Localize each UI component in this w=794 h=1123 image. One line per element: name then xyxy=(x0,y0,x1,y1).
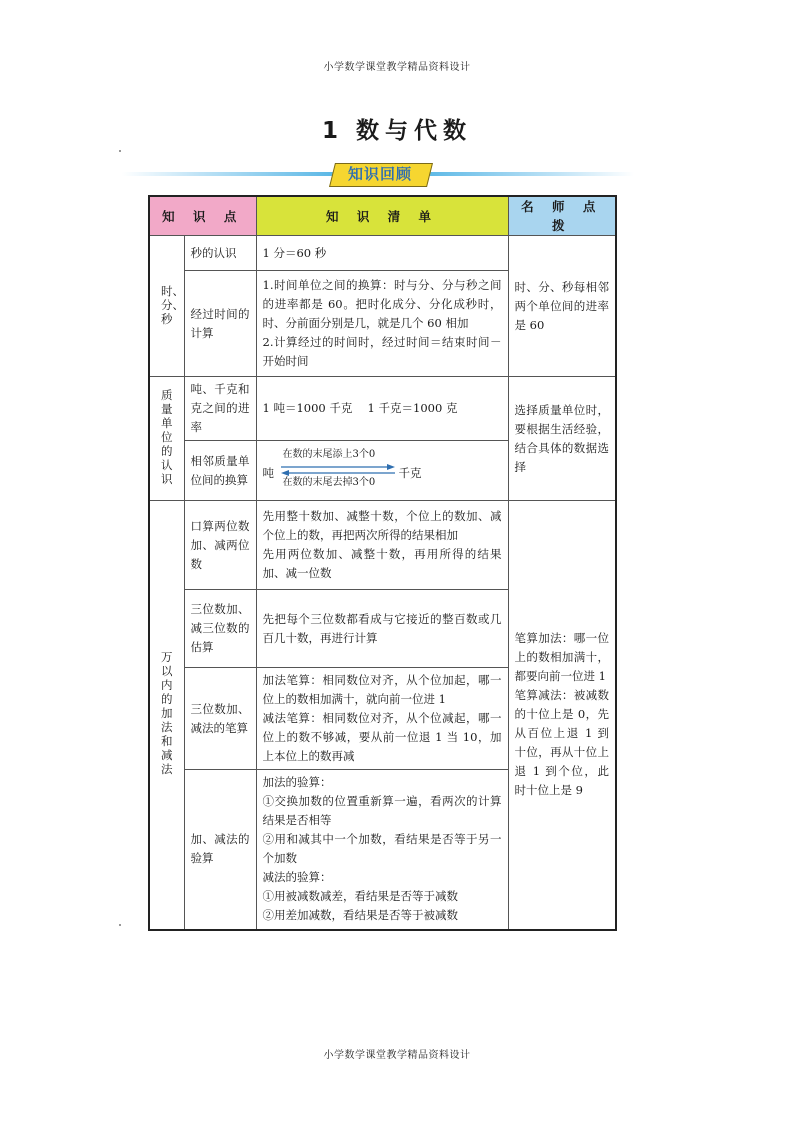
content-cell: 先用整十数加、减整十数，个位上的数加、减个位上的数，再把两次所得的结果相加 先用两位数加、减整十数，再用所得的结果加、减一位数 xyxy=(256,501,508,590)
double-arrow-icon xyxy=(279,463,397,477)
table-row xyxy=(149,377,616,441)
chapter-title: 数与代数 xyxy=(356,118,472,144)
topic-cell: 相邻质量单位间的换算 xyxy=(184,441,256,501)
caption-remove-zeros: 在数的末尾去掉3个0 xyxy=(282,476,376,488)
margin-dot xyxy=(119,150,121,152)
tip-cell: 笔算加法：哪一位上的数相加满十，都要向前一位进 1 笔算减法：被减数的十位上是 0，先从百位上退 1 到十位，再从十位上退 1 到个位，此时十位上是 9 xyxy=(508,501,616,930)
caption-add-zeros: 在数的末尾添上3个0 xyxy=(282,448,376,460)
section-banner xyxy=(122,163,634,185)
page-title xyxy=(0,112,794,145)
unit-ton: 吨 xyxy=(262,465,274,480)
content-cell: 1 吨＝1000 千克 1 千克＝1000 克 xyxy=(256,377,508,441)
banner-label: 知识回顾 xyxy=(347,165,412,183)
page-footer: 小学数学课堂教学精品资料设计 xyxy=(323,1050,471,1061)
unit-kilogram: 千克 xyxy=(398,465,422,480)
topic-cell: 加、减法的验算 xyxy=(184,770,256,930)
page-header: 小学数学课堂教学精品资料设计 xyxy=(323,62,471,73)
header-knowledge-list: 知 识 清 单 xyxy=(256,196,508,236)
content-cell: 加法笔算：相同数位对齐，从个位加起，哪一位上的数相加满十，就向前一位进 1 减法笔算：相同数位对齐，从个位减起，哪一位上的数不够减，要从前一位退 1 当 10，加上本位上的数再减 xyxy=(256,668,508,770)
tip-cell: 选择质量单位时，要根据生活经验，结合具体的数据选择 xyxy=(508,377,616,501)
knowledge-table xyxy=(148,195,617,931)
table-header-row xyxy=(149,196,616,236)
header-knowledge-point: 知 识 点 xyxy=(149,196,256,236)
category-mass: 质量单位的认识 xyxy=(149,377,184,501)
category-time: 时、分、秒 xyxy=(149,236,184,377)
content-cell: 1.时间单位之间的换算：时与分、分与秒之间的进率都是 60。把时化成分、分化成秒时，时、分前面分别是几，就是几个 60 相加 2.计算经过的时间时，经过时间＝结束时间－开始时间 xyxy=(256,271,508,377)
topic-cell: 吨、千克和克之间的进率 xyxy=(184,377,256,441)
table-row xyxy=(149,236,616,271)
topic-cell: 经过时间的计算 xyxy=(184,271,256,377)
tip-cell: 时、分、秒每相邻两个单位间的进率是 60 xyxy=(508,236,616,377)
conversion-diagram xyxy=(263,448,502,494)
content-cell: 加法的验算： ①交换加数的位置重新算一遍，看两次的计算结果是否相等 ②用和减其中一个加数，看结果是否等于另一个加数 减法的验算： ①用被减数减差，看结果是否等于减数 ②用差加减数，看结果是否等于被减数 xyxy=(256,770,508,930)
topic-cell: 口算两位数加、减两位数 xyxy=(184,501,256,590)
header-teacher-tips: 名 师 点 拨 xyxy=(508,196,616,236)
content-cell: 1 分＝60 秒 xyxy=(256,236,508,271)
chapter-number: 1 xyxy=(321,118,338,144)
topic-cell: 三位数加、减法的笔算 xyxy=(184,668,256,770)
table-row xyxy=(149,501,616,590)
conversion-diagram-cell xyxy=(256,441,508,501)
margin-dot xyxy=(119,924,121,926)
topic-cell: 秒的认识 xyxy=(184,236,256,271)
topic-cell: 三位数加、减三位数的估算 xyxy=(184,590,256,668)
content-cell: 先把每个三位数都看成与它接近的整百数或几百几十数，再进行计算 xyxy=(256,590,508,668)
category-add-subtract: 万以内的加法和减法 xyxy=(149,501,184,930)
